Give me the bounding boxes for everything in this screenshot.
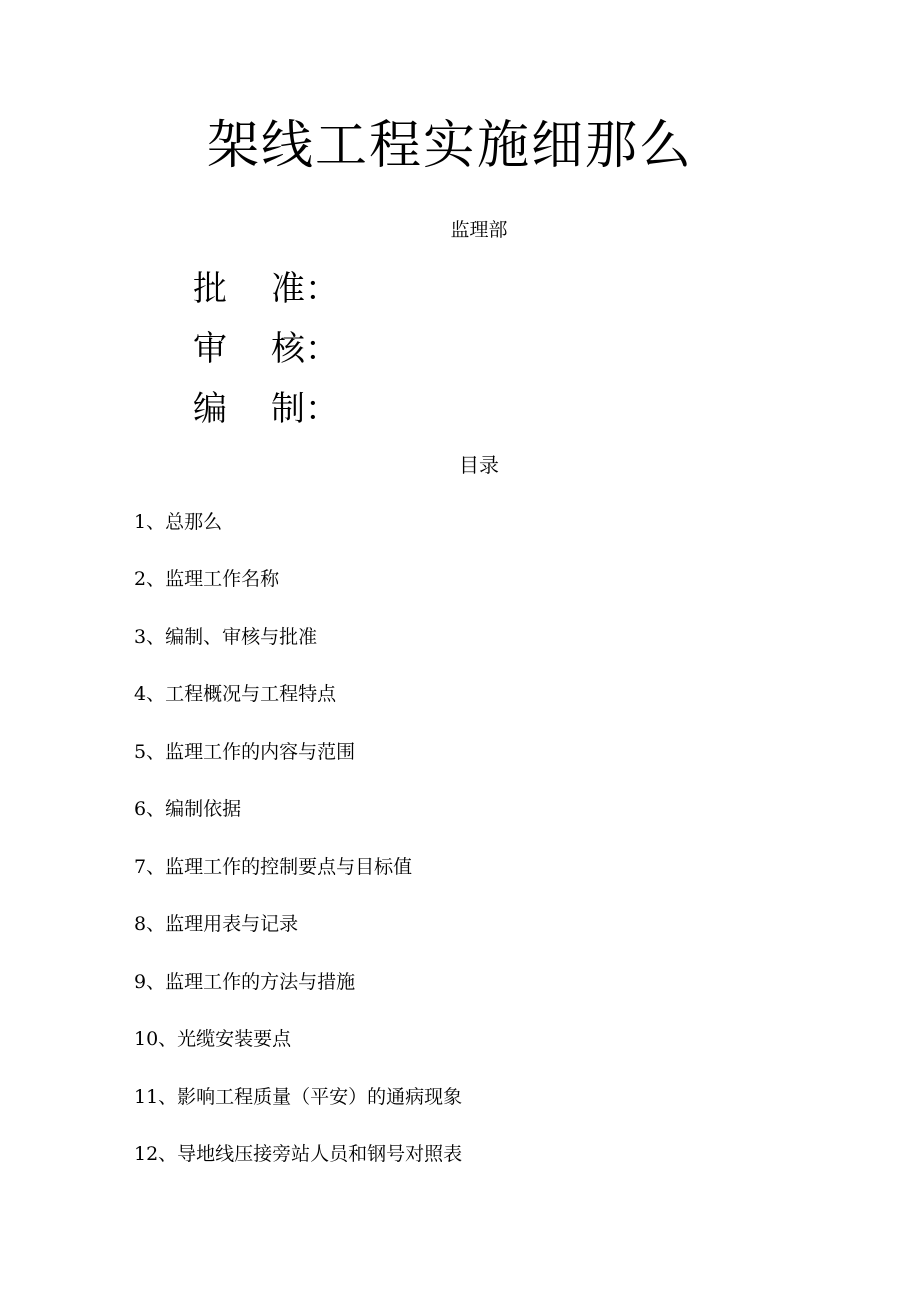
toc-item: 9、监理工作的方法与措施	[134, 971, 356, 993]
toc-item: 10、光缆安装要点	[134, 1028, 292, 1050]
toc-item: 3、编制、审核与批准	[134, 626, 318, 648]
signoff-prepare-char: 编	[193, 389, 227, 429]
toc-title: 目录	[459, 453, 499, 477]
toc-item: 11、影响工程质量（平安）的通病现象	[134, 1086, 463, 1108]
signoff-prepare-label: 制：	[271, 389, 339, 429]
toc-item: 8、监理用表与记录	[134, 913, 299, 935]
toc-item: 7、监理工作的控制要点与目标值	[134, 856, 413, 878]
toc-item: 2、监理工作名称	[134, 568, 280, 590]
signoff-prepare	[193, 387, 339, 431]
signoff-approve-label: 准：	[271, 269, 339, 309]
toc-item: 12、导地线压接旁站人员和钢号对照表	[134, 1143, 463, 1165]
signoff-review-label: 核：	[271, 329, 339, 369]
signoff-review-char: 审	[193, 329, 227, 369]
signoff-approve-char: 批	[193, 269, 227, 309]
document-title: 架线工程实施细那么	[206, 116, 693, 176]
toc-item: 5、监理工作的内容与范围	[134, 741, 356, 763]
toc-item: 6、编制依据	[134, 798, 242, 820]
toc-item: 4、工程概况与工程特点	[134, 683, 337, 705]
toc-item: 1、总那么	[134, 511, 223, 533]
signoff-review	[193, 327, 339, 371]
signoff-approve	[193, 267, 339, 311]
department-label: 监理部	[450, 219, 508, 241]
